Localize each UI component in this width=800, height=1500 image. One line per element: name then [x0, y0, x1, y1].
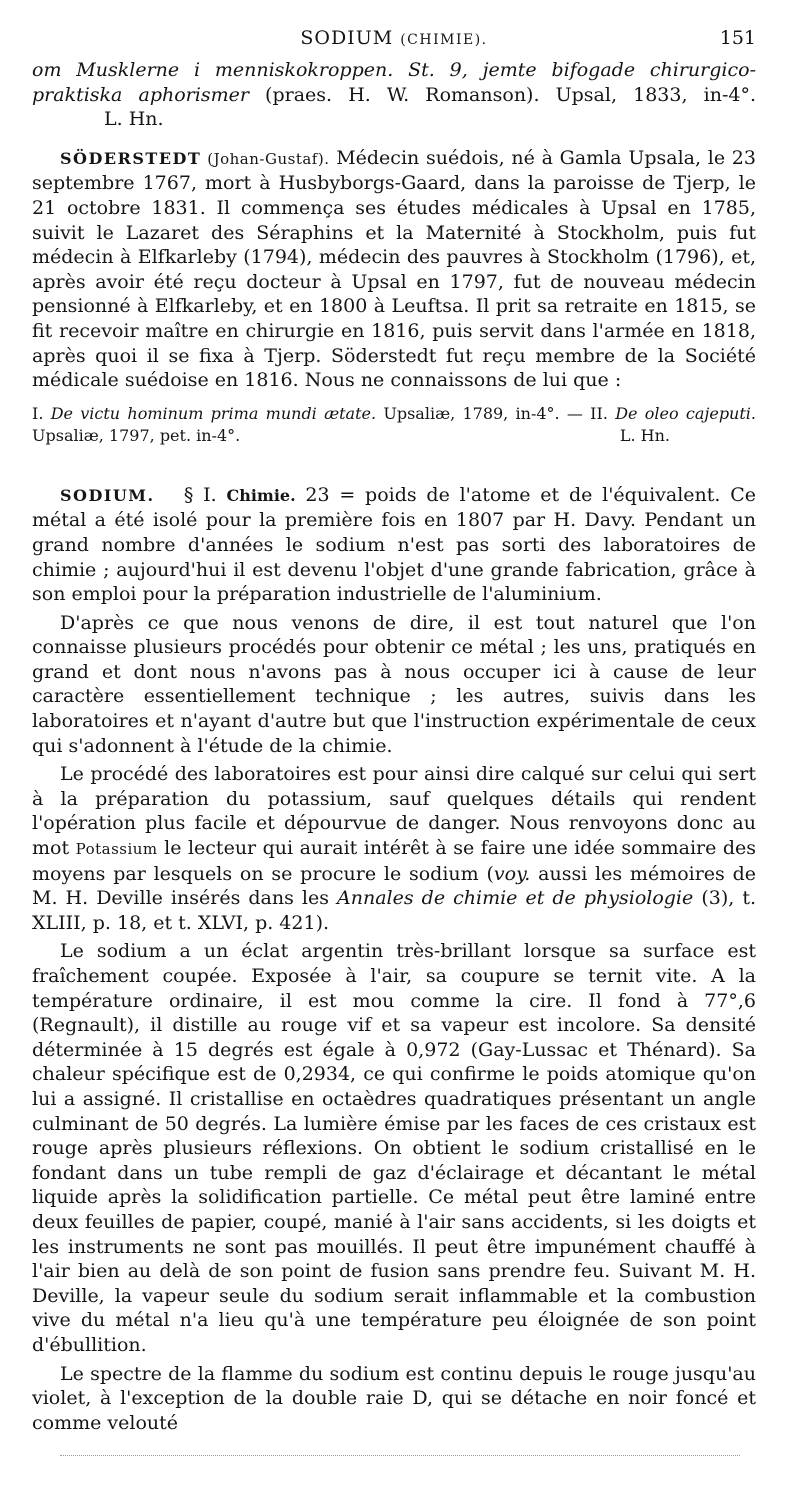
- entry-soderstedt: [32, 146, 756, 447]
- biblio-imprint-1: Upsaliæ, 1789, in-4°. — II.: [376, 403, 616, 423]
- page-number: 151: [719, 27, 756, 49]
- journal-title: Annales de chimie et de physiologie: [337, 887, 694, 910]
- headword-sodium: SODIUM.: [60, 485, 155, 505]
- page-bottom-rule: [60, 1455, 740, 1456]
- biblio-title-1: De victu hominum prima mundi ætate.: [50, 403, 377, 423]
- soderstedt-body: [32, 146, 756, 393]
- sodium-paragraph-5: Le spectre de la flamme du sodium est continu depuis le rouge jusqu'au violet, à l'exception de la double raie D, qui se détache en noir foncé et comme velouté: [32, 1362, 756, 1434]
- previous-entry-imprint: (praes. H. W. Romanson). Upsal, 1833, in-4°.: [248, 83, 756, 106]
- sodium-paragraph-3: [32, 762, 756, 935]
- previous-entry-title: om Musklerne i menniskokroppen. St. 9, jemte bifogade chirurgico-praktiska aphorismer: [32, 59, 756, 106]
- previous-entry-tail: [32, 58, 756, 132]
- sodium-text-3c: aussi les mémoires de M. H. Deville insérés dans les: [32, 862, 757, 910]
- entry-sodium: [32, 483, 756, 1436]
- previous-entry-signature: L. Hn.: [104, 108, 164, 131]
- sodium-text-1: 23 = poids de l'atome et de l'équivalent. Ce métal a été isolé pour la première fois en 1807 par H. Davy. Pendant un grand nombre d'années le sodium n'est pas sorti des laboratoires de chimie ; aujourd'hui il est devenu l'objet d'une grande fabrication, grâce à son emploi pour la préparation industrielle de l'aluminium.: [32, 483, 756, 606]
- soderstedt-text: Médecin suédois, né à Gamla Upsala, le 23 septembre 1767, mort à Husbyborgs-Gaard, dans la paroisse de Tjerp, le 21 octobre 1831. Il commença ses études médicales à Upsal en 1785, suivit le Lazaret des Séraphins et la Maternité à Stockholm, puis fut médecin à Elfkarleby (1794), médecin des pauvres à Stockholm (1796), et, après avoir été reçu docteur à Upsal en 1797, fut de nouveau médecin pensionné à Elfkarleby, et en 1800 à Leuftsa. Il prit sa retraite en 1815, se fit recevoir maître en chirurgie en 1816, puis servit dans l'armée en 1818, après quoi il se fixa à Tjerp. Söderstedt fut reçu membre de la Société médicale suédoise en 1816. Nous ne connaissons de lui que :: [32, 146, 756, 392]
- sodium-paragraph-2: D'après ce que nous venons de dire, il est tout naturel que l'on connaisse plusieurs procédés pour obtenir ce métal ; les uns, pratiqués en grand et dont nous n'avons pas à nous occuper ici à cause de leur caractère essentiellement technique ; les autres, suivis dans les laboratoires et n'ayant d'autre but que l'instruction expérimentale de ceux qui s'adonnent à l'étude de la chimie.: [32, 611, 756, 757]
- section-mark: § I.: [183, 483, 217, 506]
- biblio-imprint-2: Upsaliæ, 1797, pet. in-4°.: [32, 425, 241, 445]
- running-head-subtitle: (CHIMIE).: [400, 32, 488, 48]
- running-head: [32, 26, 756, 53]
- biblio-number-1: I.: [32, 403, 51, 423]
- cross-ref-potassium: Potassium: [75, 840, 158, 859]
- soderstedt-bibliography: [32, 403, 756, 447]
- sodium-text-3d: (3), t. XLIII, p. 18, et t. XLVI, p. 421).: [32, 887, 756, 934]
- sodium-paragraph-4: Le sodium a un éclat argentin très-brillant lorsque sa surface est fraîchement coupée. Exposée à l'air, sa coupure se ternit vite. A la température ordinaire, il est mou comme la cire. Il fond à 77°,6 (Regnault), il distille au rouge vif et sa vapeur est incolore. Sa densité déterminée à 15 degrés est égale à 0,972 (Gay-Lussac et Thénard). Sa chaleur spécifique est de 0,2934, ce qui confirme le poids atomique qu'on lui a assigné. Il cristallise en octaèdres quadratiques présentant un angle culminant de 50 degrés. La lumière émise par les faces de ces cristaux est rouge après plusieurs réflexions. On obtient le sodium cristallisé en le fondant dans un tube rempli de gaz d'éclairage et décantant le métal liquide après la solidification partielle. Ce métal peut être laminé entre deux feuilles de papier, coupé, manié à l'air sans accidents, si les doigts et les instruments ne sont pas mouillés. Il peut être impunément chauffé à l'air bien au delà de son point de fusion sans prendre feu. Suivant M. H. Deville, la vapeur seule du sodium serait inflammable et la combustion vive du métal n'a lieu qu'à une température peu éloignée de son point d'ébullition.: [32, 940, 756, 1356]
- biblio-title-2: De oleo cajeputi.: [615, 403, 756, 423]
- voy-abbrev: voy.: [493, 862, 531, 885]
- sodium-paragraph-1: [32, 483, 756, 607]
- running-head-title: SODIUM: [300, 27, 394, 49]
- soderstedt-forename: (Johan-Gustaf).: [201, 149, 330, 168]
- soderstedt-signature: L. Hn.: [619, 425, 670, 445]
- section-title-chimie: Chimie.: [226, 485, 296, 505]
- headword-soderstedt: SÖDERSTEDT: [60, 148, 202, 168]
- sodium-text-3a: Le procédé des laboratoires est pour ainsi dire calqué sur celui qui sert à la préparation du potassium, sauf quelques détails qui rendent l'opération plus facile et dépourvue de danger. Nous renvoyons donc au mot: [32, 763, 756, 860]
- sodium-text-3b: le lecteur qui aurait intérêt à se faire une idée sommaire des moyens par lesquels on se procure le sodium (: [32, 837, 756, 885]
- page-header: [32, 26, 756, 56]
